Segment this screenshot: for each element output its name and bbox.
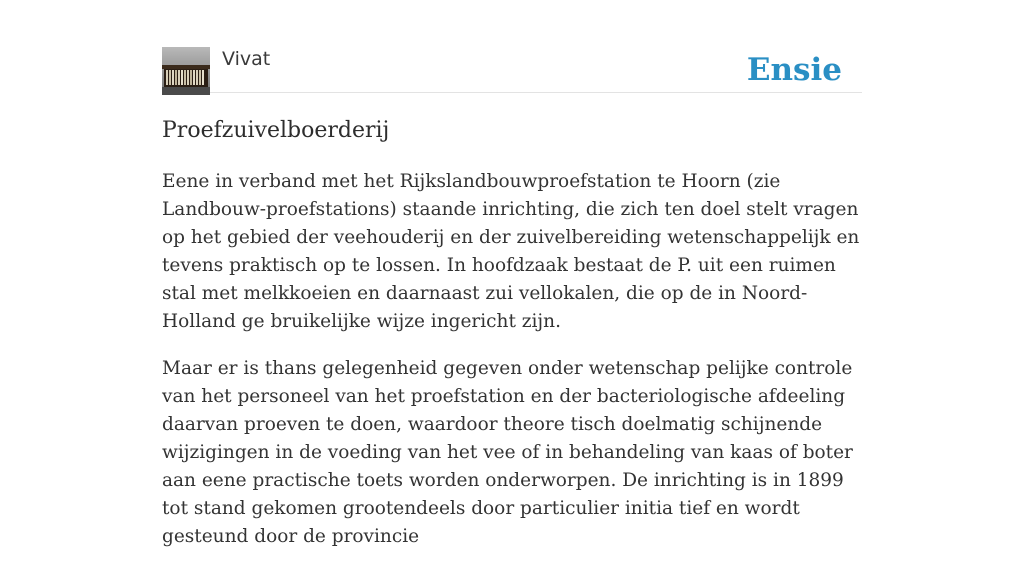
paragraph: Eene in verband met het Rijkslandbouwproefstation te Hoorn (zie Landbouw-proefstations) staande inrichting, die zich ten doel stelt vragen op het gebied der veehouderij en der zuivelbereiding wetenschappelijk en tevens praktisch op te lossen. In hoofdzaak bestaat de P. uit een ruimen stal met melkkoeien en daarnaast zui vellokalen, die op de in Noord-Holland ge bruikelijke wijze ingericht zijn. — [162, 171, 860, 332]
article-body — [162, 168, 862, 570]
paragraph: Maar er is thans gelegenheid gegeven onder wetenschap pelijke controle van het personeel van het proefstation en der bacteriologische afdeeling daarvan proeven te doen, waardoor theore tisch doelmatig schijnende wijzigingen in de voeding van het vee of in behandeling van kaas of boter aan eene practische toets worden onderworpen. De inrichting is in 1899 tot stand gekomen grootendeels door particulier initia tief en wordt gesteund door de provincie — [162, 358, 853, 547]
author-avatar[interactable] — [162, 47, 210, 95]
header — [162, 47, 862, 93]
author-name[interactable]: Vivat — [222, 48, 271, 70]
bookshelf-icon — [162, 47, 210, 95]
article-title: Proefzuivelboerderij — [162, 118, 390, 143]
brand-logo[interactable]: Ensie — [746, 52, 842, 88]
